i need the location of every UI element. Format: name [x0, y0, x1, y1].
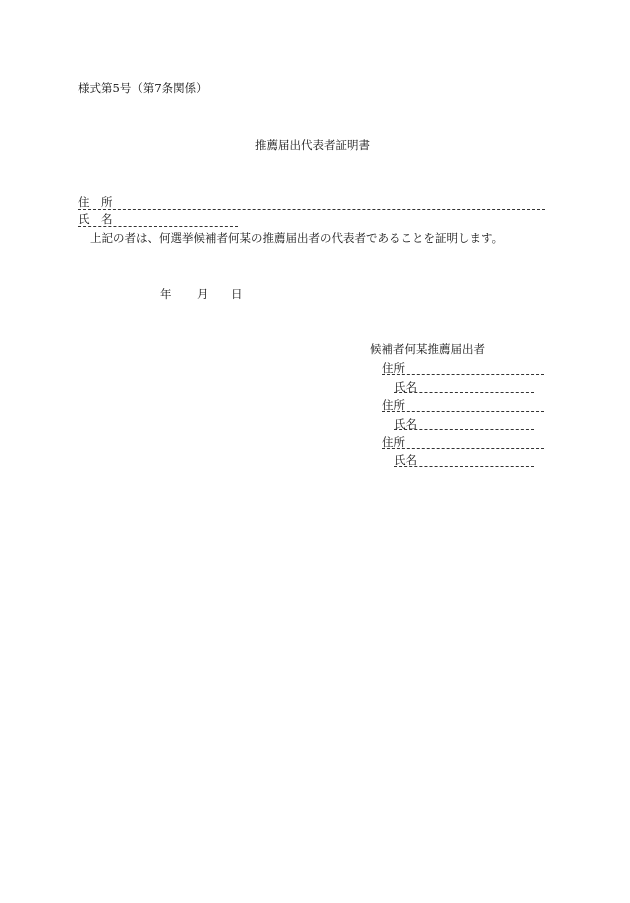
- signer-3-address-line[interactable]: [382, 448, 544, 449]
- signer-2-address-line[interactable]: [382, 411, 544, 412]
- name-line[interactable]: [78, 226, 238, 227]
- address-label: 住 所: [78, 195, 113, 209]
- signer-1-address-label: 住所: [382, 361, 405, 375]
- signer-3-name-label: 氏名: [394, 453, 417, 467]
- signer-2-name-line[interactable]: [394, 429, 534, 430]
- signer-2-name-label: 氏名: [394, 417, 417, 431]
- signer-1-name-line[interactable]: [394, 392, 534, 393]
- signer-3-name-line[interactable]: [394, 466, 534, 467]
- address-line[interactable]: [78, 209, 545, 210]
- date-day: 日: [231, 287, 243, 301]
- name-label: 氏 名: [78, 212, 113, 226]
- signers-heading: 候補者何某推薦届出者: [370, 342, 485, 356]
- document-title: 推薦届出代表者証明書: [255, 138, 370, 152]
- signer-1-name-label: 氏名: [394, 380, 417, 394]
- statement-text: 上記の者は、何選挙候補者何某の推薦届出者の代表者であることを証明します。: [90, 231, 504, 245]
- date-year: 年: [160, 287, 172, 301]
- signer-1-address-line[interactable]: [382, 374, 544, 375]
- form-number: 様式第5号（第7条関係）: [78, 81, 208, 95]
- signer-3-address-label: 住所: [382, 435, 405, 449]
- signer-2-address-label: 住所: [382, 398, 405, 412]
- date-month: 月: [197, 287, 209, 301]
